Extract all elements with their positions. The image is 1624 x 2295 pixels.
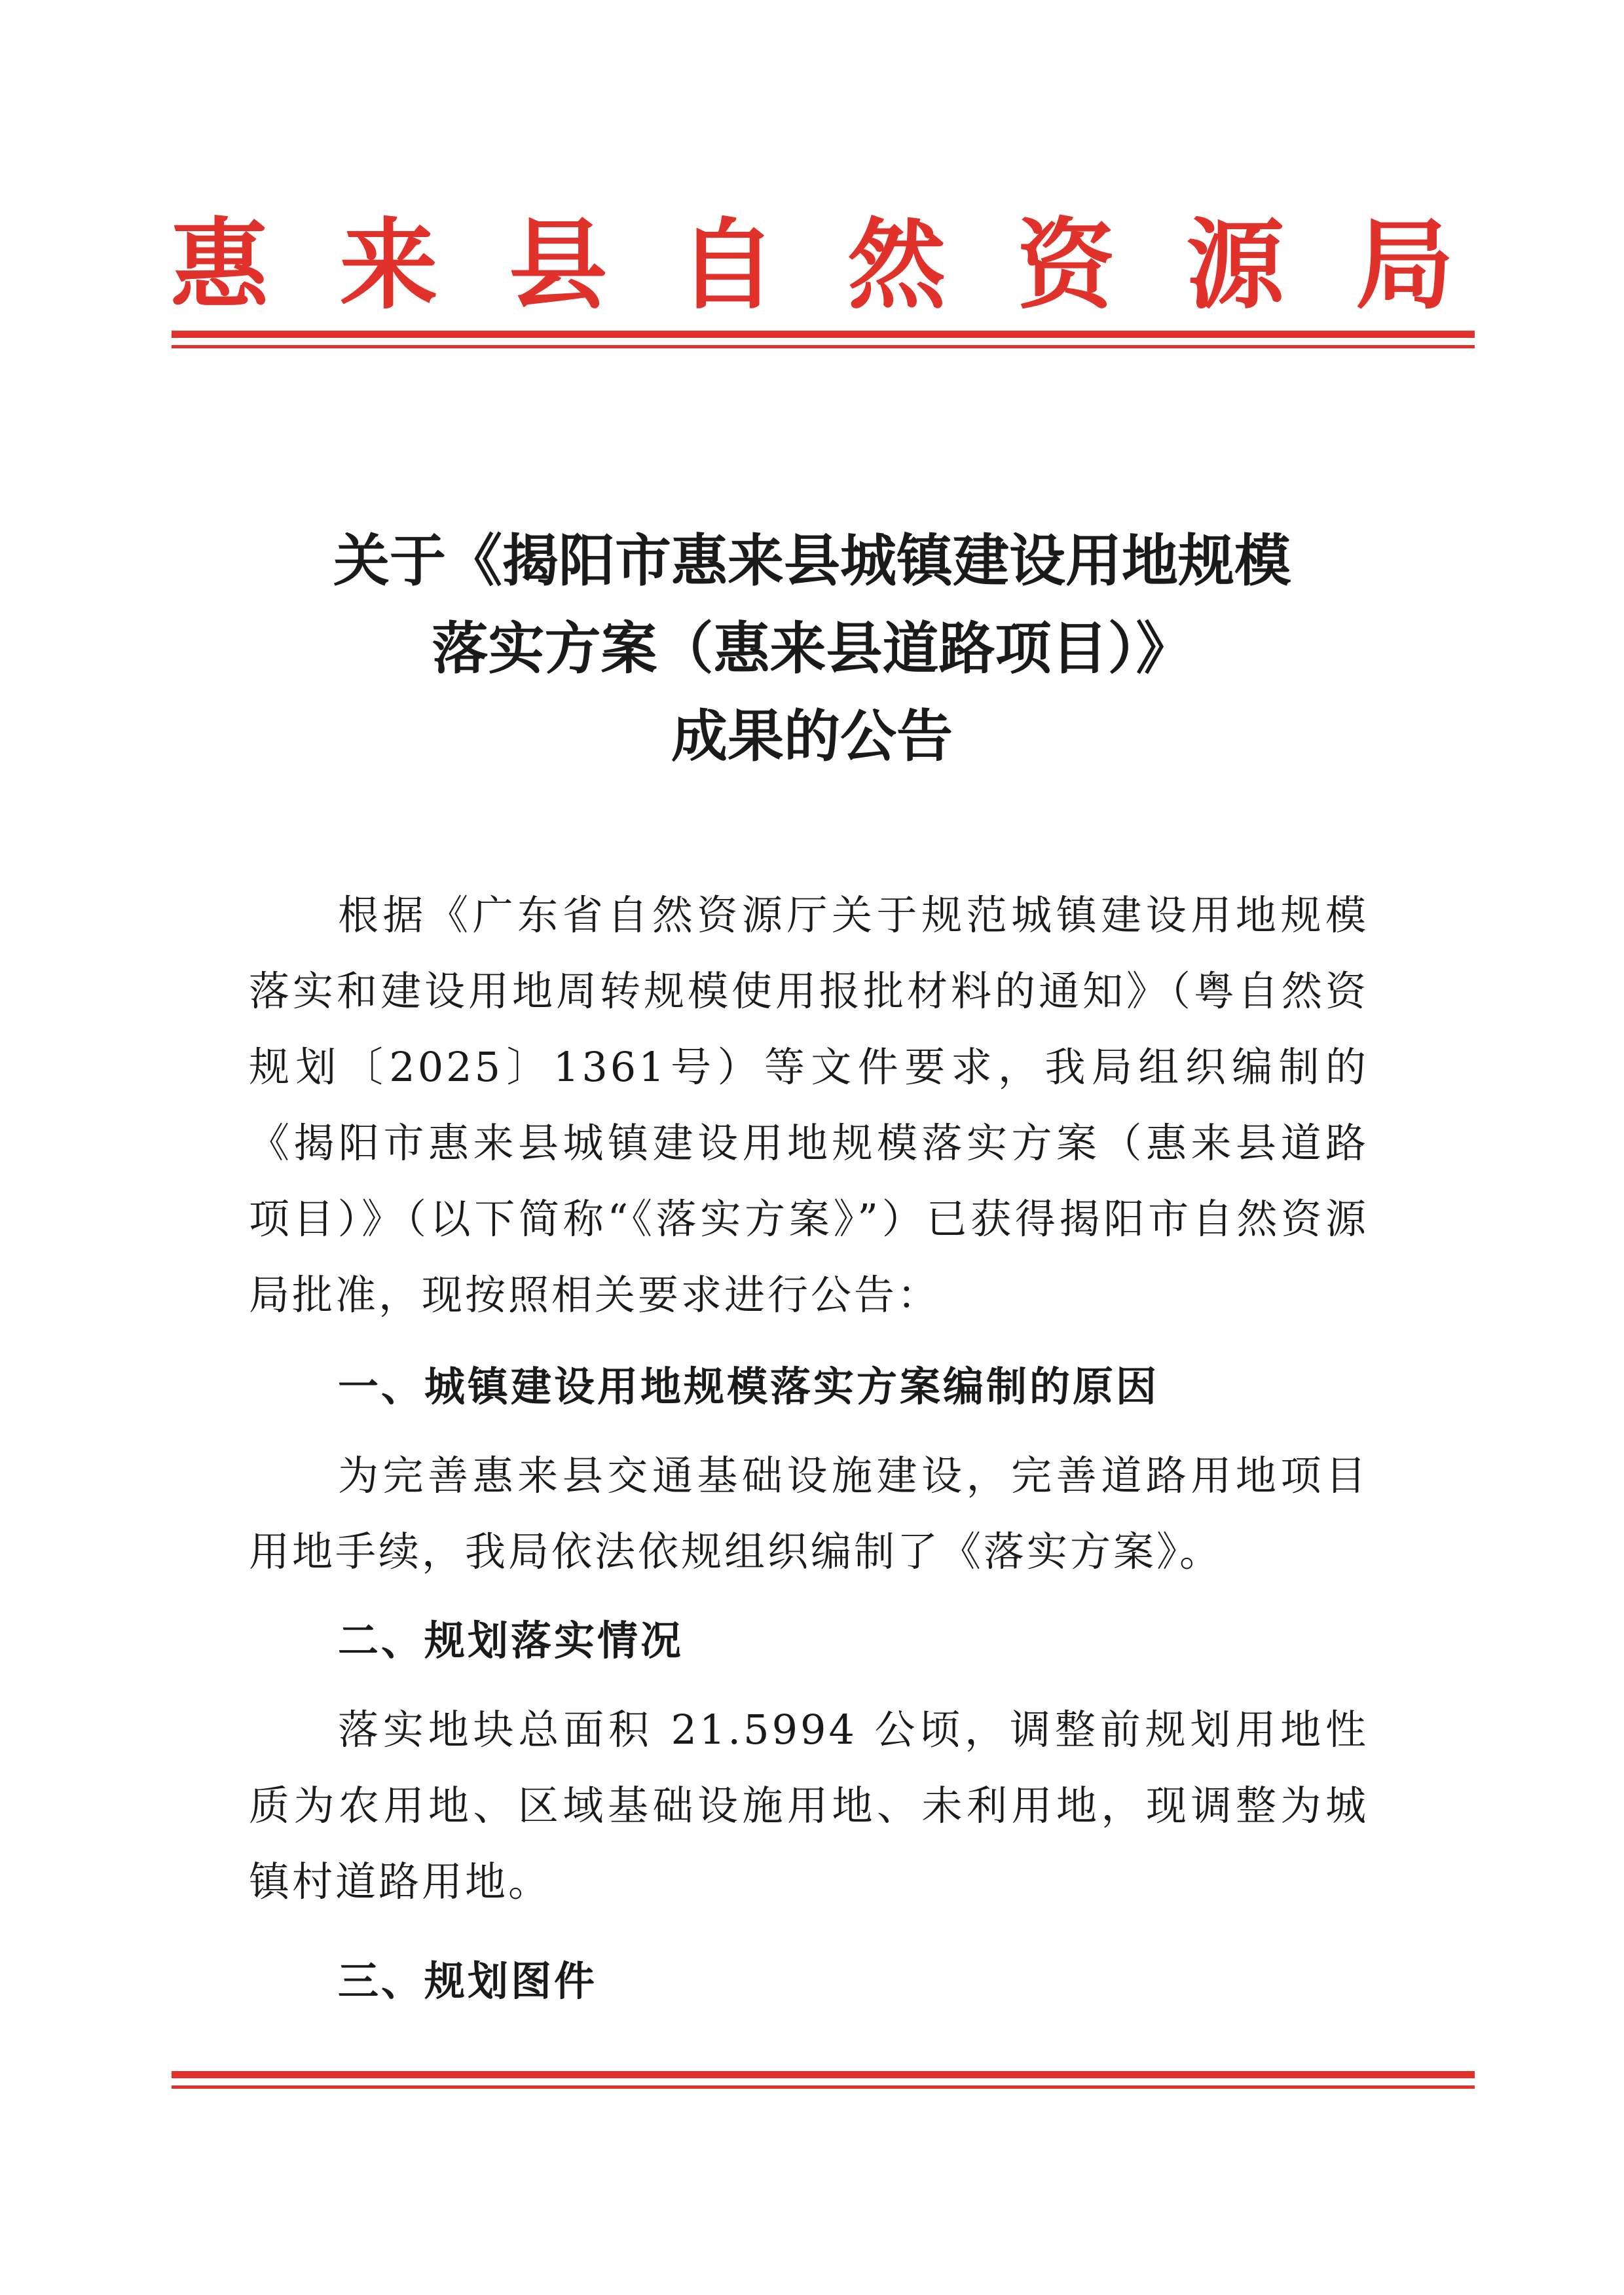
masthead-char: 局 xyxy=(1355,208,1454,323)
masthead-char: 惠 xyxy=(170,208,269,323)
section-2-heading: 二、规划落实情况 xyxy=(338,1617,684,1664)
title-line-1: 关于《揭阳市惠来县城镇建设用地规模 xyxy=(333,528,1291,594)
masthead-char: 县 xyxy=(509,208,608,323)
masthead-rule-thick xyxy=(172,331,1475,338)
section-3-heading: 三、规划图件 xyxy=(338,1957,598,2005)
section-1-paragraph: 为完善惠来县交通基础设施建设，完善道路用地项目用地手续，我局依法依规组织编制了《落实方案》。 xyxy=(249,1452,1369,1575)
title-line-2: 落实方案（惠来县道路项目）》 xyxy=(432,616,1192,682)
footer-rule-thick xyxy=(172,2071,1475,2078)
masthead-char: 自 xyxy=(678,208,777,323)
masthead-char: 然 xyxy=(847,208,946,323)
masthead xyxy=(170,210,1454,321)
masthead-char: 资 xyxy=(1016,208,1115,323)
masthead-char: 来 xyxy=(339,208,438,323)
masthead-rule-thin xyxy=(172,345,1475,348)
masthead-char: 源 xyxy=(1186,208,1285,323)
section-1-heading: 一、城镇建设用地规模落实方案编制的原因 xyxy=(338,1363,1160,1410)
title-line-3: 成果的公告 xyxy=(671,704,953,769)
document-title xyxy=(170,517,1454,780)
document-body xyxy=(249,877,1369,2032)
intro-paragraph: 根据《广东省自然资源厅关于规范城镇建设用地规模落实和建设用地周转规模使用报批材料的通知》（粤自然资规划〔2025〕1361号）等文件要求，我局组织编制的《揭阳市惠来县城镇建设用地规模落实方案（惠来县道路项目）》（以下简称“《落实方案》”）已获得揭阳市自然资源局批准，现按照相关要求进行公告： xyxy=(249,891,1369,1319)
section-2-paragraph: 落实地块总面积 21.5994 公顷，调整前规划用地性质为农用地、区域基础设施用地、未利用地，现调整为城镇村道路用地。 xyxy=(249,1706,1369,1905)
footer-rule-thin xyxy=(172,2085,1475,2089)
